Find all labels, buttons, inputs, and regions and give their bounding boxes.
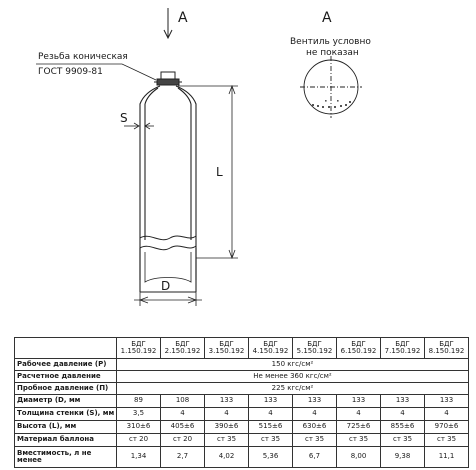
table-cell: 4 [381,408,425,421]
row-label: Материал баллона [15,434,117,447]
table-cell: 1,34 [117,447,161,468]
model-header: БДГ 1.150.192 [117,338,161,359]
table-cell: 4 [425,408,469,421]
table-cell: ст 20 [161,434,205,447]
wall-dimension [124,123,154,129]
table-cell: 405±6 [161,421,205,434]
view-a-marking [312,100,351,108]
length-dimension [178,86,238,258]
table-row [15,383,469,395]
merged-value: 225 кгс/см² [117,383,469,395]
table-cell: 133 [293,395,337,408]
view-title: А [322,10,332,26]
valve [154,72,182,85]
model-header: БДГ 6.150.192 [337,338,381,359]
view-a-circle [300,56,362,118]
table-cell: 310±6 [117,421,161,434]
table-cell: ст 35 [425,434,469,447]
table-cell: 725±6 [337,421,381,434]
table-header-row [15,338,469,359]
table-cell: 133 [425,395,469,408]
table-cell: 6,7 [293,447,337,468]
row-label: Пробное давление (П) [15,383,117,395]
merged-value: 150 кгс/см² [117,359,469,371]
table-cell: 133 [249,395,293,408]
table-cell: 108 [161,395,205,408]
table-cell: 4 [293,408,337,421]
view-arrow [164,8,172,38]
table-row [15,359,469,371]
spec-table [14,337,469,468]
table-cell: 3,5 [117,408,161,421]
table-cell: 4 [161,408,205,421]
table-cell: 89 [117,395,161,408]
cylinder-body [140,86,196,292]
view-note-line1: Вентиль условно [290,37,371,47]
table-cell: 515±6 [249,421,293,434]
thread-label: Резьба коническая [38,52,128,62]
table-row [15,434,469,447]
table-cell: 2,7 [161,447,205,468]
table-cell: ст 35 [293,434,337,447]
model-header: БДГ 4.150.192 [249,338,293,359]
model-header: БДГ 8.150.192 [425,338,469,359]
arrow-label: А [178,10,188,26]
table-cell: 4 [205,408,249,421]
diameter-dimension [134,292,202,306]
table-row [15,421,469,434]
model-header: БДГ 7.150.192 [381,338,425,359]
table-cell: 390±6 [205,421,249,434]
table-cell: 133 [337,395,381,408]
model-header: БДГ 5.150.192 [293,338,337,359]
table-cell: 8,00 [337,447,381,468]
table-cell: 5,36 [249,447,293,468]
table-cell: 855±6 [381,421,425,434]
table-cell: 133 [381,395,425,408]
table-row [15,408,469,421]
view-note-line2: не показан [306,48,359,58]
table-row [15,447,469,468]
length-label: L [216,165,223,179]
table-cell: 11,1 [425,447,469,468]
table-row [15,395,469,408]
table-row [15,371,469,383]
table-cell: ст 35 [337,434,381,447]
row-label: Высота (L), мм [15,421,117,434]
row-label: Диаметр (D, мм [15,395,117,408]
table-cell: 133 [205,395,249,408]
table-cell: 4 [249,408,293,421]
row-label: Рабочее давление (Р) [15,359,117,371]
row-label: Вместимость, л не менее [15,447,117,468]
table-cell: ст 20 [117,434,161,447]
table-cell: ст 35 [381,434,425,447]
row-label: Расчетное давление [15,371,117,383]
wall-label: S [120,111,128,125]
model-header: БДГ 3.150.192 [205,338,249,359]
table-cell: 4 [337,408,381,421]
header-corner [15,338,117,359]
table-cell: 970±6 [425,421,469,434]
row-label: Толщина стенки (S), мм [15,408,117,421]
thread-standard: ГОСТ 9909-81 [38,67,103,77]
table-cell: ст 35 [205,434,249,447]
model-header: БДГ 2.150.192 [161,338,205,359]
table-cell: 630±6 [293,421,337,434]
diameter-label: D [161,279,171,293]
table-cell: ст 35 [249,434,293,447]
table-cell: 4,02 [205,447,249,468]
merged-value: Не менее 360 кгс/см² [117,371,469,383]
table-cell: 9,38 [381,447,425,468]
